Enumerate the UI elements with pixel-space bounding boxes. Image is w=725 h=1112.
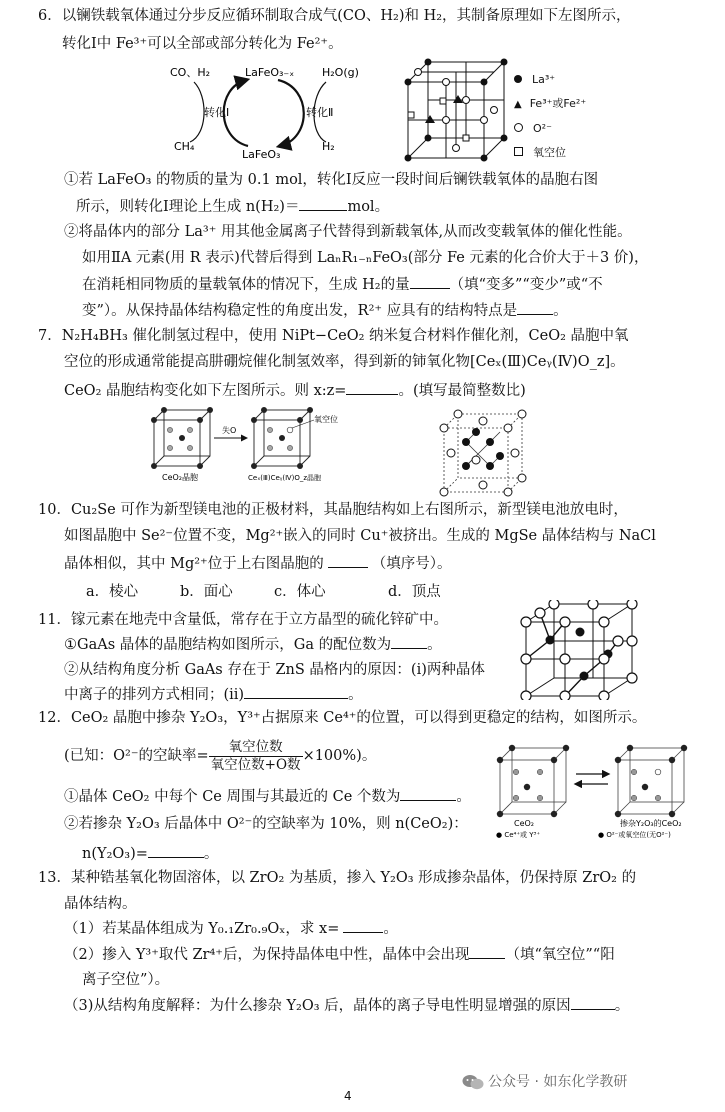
q7-line3 — [64, 380, 526, 401]
q12-answer-blank-1[interactable] — [400, 786, 456, 801]
q7-line3a: CeO₂ 晶胞结构变化如下左图所示。则 x:z= — [64, 383, 347, 399]
q6-line2: 转化Ⅰ中 Fe³⁺可以全部或部分转化为 Fe²⁺。 — [62, 36, 343, 52]
q10-line2: 如图晶胞中 Se²⁻位置不变，Mg²⁺嵌入的同时 Cu⁺被挤出。生成的 MgSe 晶体结构与 NaCl — [64, 528, 656, 544]
q6-answer-blank-1[interactable] — [299, 196, 347, 211]
page-number: 4 — [344, 1089, 352, 1103]
cycle-top-right: H₂O(g) — [322, 66, 359, 79]
q12-p2c: 。 — [203, 846, 219, 862]
legend-vacancy: 氧空位 — [514, 141, 634, 165]
q13-answer-blank-3[interactable] — [571, 995, 615, 1010]
q6-line1: 6．以镧铁载氧体通过分步反应循环制取合成气(CO、H₂)和 H₂，其制备原理如下左图所示， — [38, 8, 631, 24]
q10-option-c[interactable]: c．体心 — [274, 584, 326, 600]
watermark — [462, 1072, 627, 1092]
q13-p1b: 。 — [383, 921, 398, 937]
q13-p1 — [64, 918, 398, 939]
legend-o: O²⁻ — [514, 117, 634, 141]
q6-crystal-cell — [400, 52, 510, 164]
q12-legend-b: ● O²⁻或氧空位(无O²⁻) — [598, 831, 671, 839]
q11-line1: 11．镓元素在地壳中含量低，常存在于立方晶型的硫化锌矿中。 — [38, 612, 448, 628]
q12-right-caption: 掺杂Y₂O₃的CeO₂ — [620, 819, 682, 828]
q13-p3a: （3)从结构角度解释：为什么掺杂 Y₂O₃ 后，晶体的离子导电性明显增强的原因 — [64, 998, 571, 1014]
q12-p2-line2 — [82, 843, 218, 864]
q12-known-b: ×100%)。 — [302, 748, 377, 764]
q7-vacancy-label: 氧空位 — [314, 415, 338, 424]
q11-answer-blank-1[interactable] — [391, 634, 427, 649]
q10-line3a: 晶体相似，其中 Mg²⁺位于上右图晶胞的 — [64, 556, 324, 572]
cycle-arrow-right — [278, 80, 304, 146]
q6-answer-blank-3[interactable] — [517, 300, 553, 315]
cycle-left-label: 转化Ⅰ — [204, 106, 230, 119]
q12-doping-figure — [492, 742, 692, 840]
q7-arrow-label: 失O — [222, 426, 237, 435]
q10-option-a[interactable]: a．棱心 — [86, 584, 139, 600]
cycle-right-label: 转化Ⅱ — [306, 106, 334, 119]
q13-p2b: （填“氧空位”“阳 — [505, 947, 615, 963]
q12-p1b: 。 — [456, 789, 471, 805]
q7-left-caption: CeO₂晶胞 — [162, 473, 199, 482]
q6-p1-c: mol。 — [347, 199, 390, 215]
q6-p2-f: 。 — [553, 303, 568, 319]
q10-line3 — [64, 553, 451, 574]
q13-answer-blank-2[interactable] — [469, 944, 505, 959]
q7-cell-transformation — [150, 404, 340, 484]
q13-line1: 13．某种锆基氧化物固溶体，以 ZrO₂ 为基质，掺入 Y₂O₃ 形成掺杂晶体，仍保持原 ZrO₂ 的 — [38, 870, 637, 886]
q12-p1a: ①晶体 CeO₂ 中每个 Ce 周围与其最近的 Ce 个数为 — [64, 789, 401, 805]
q6-p2-e: 变”）。从保持晶体结构稳定性的角度出发，R²⁺ 应具有的结构特点是 — [82, 303, 518, 319]
q7-right-caption: Ceₓ(Ⅲ)Ceᵧ(Ⅳ)O_z晶胞 — [248, 474, 321, 482]
q13-line2: 晶体结构。 — [64, 896, 137, 912]
q6-p2-line3 — [82, 274, 603, 295]
q7-line2: 空位的形成通常能提高肼硼烷催化制氢效率，得到新的铈氧化物[Ceₓ(Ⅲ)Ceᵧ(Ⅳ)O_z]。 — [64, 354, 625, 370]
q6-p1-b-line — [76, 196, 389, 217]
legend-la: La³⁺ — [514, 68, 634, 92]
q13-p3 — [64, 995, 629, 1016]
q7-line1: 7．N₂H₄BH₃ 催化制氢过程中，使用 NiPt−CeO₂ 纳米复合材料作催化剂，CeO₂ 晶胞中氧 — [38, 328, 629, 344]
q6-p2-a: ②将晶体内的部分 La³⁺ 用其他金属离子代替得到新载氧体,从而改变载氧体的催化性能。 — [64, 224, 632, 240]
q10-answer-blank[interactable] — [328, 553, 368, 568]
q6-p2-b: 如用ⅡA 元素(用 R 表示)代替后得到 LaₙR₁₋ₙFeO₃(部分 Fe 元素的化合价大于＋3 价)， — [82, 250, 649, 266]
q6-legend — [514, 68, 634, 165]
q12-p2b: n(Y₂O₃)= — [82, 846, 148, 862]
q11-line4a: 中离子的排列方式相同；(ⅱ) — [64, 687, 245, 703]
q11-line3: ②从结构角度分析 GaAs 存在于 ZnS 晶格内的原因：(i)两种晶体 — [64, 662, 485, 678]
q6-cycle-diagram — [150, 60, 390, 162]
q10-cu2se-cell — [436, 406, 530, 500]
cycle-top-left: CO、H₂ — [170, 66, 211, 79]
q11-line2a: ①GaAs 晶体的晶胞结构如图所示，Ga 的配位数为 — [64, 637, 392, 653]
q10-option-d[interactable]: d．顶点 — [388, 584, 441, 600]
q12-frac-den: 氧空位数+O数 — [210, 756, 301, 773]
q12-left-caption: CeO₂ — [514, 819, 535, 828]
q12-known — [64, 738, 376, 774]
cycle-bot-right: H₂ — [322, 140, 335, 153]
q11-line2 — [64, 634, 442, 655]
q13-p1a: （1）若某晶体组成为 Y₀.₁Zr₀.₉Oₓ，求 x= — [64, 921, 340, 937]
q10-line1: 10．Cu₂Se 可作为新型镁电池的正极材料，其晶胞结构如上右图所示，新型镁电池放电时， — [38, 502, 628, 518]
q12-line1: 12．CeO₂ 晶胞中掺杂 Y₂O₃，Y³⁺占据原来 Ce⁴⁺的位置，可以得到更稳定的结构，如图所示。 — [38, 710, 647, 726]
q11-line2b: 。 — [427, 637, 442, 653]
q11-answer-blank-2[interactable] — [244, 684, 348, 699]
q7-answer-blank[interactable] — [346, 380, 398, 395]
q6-p1-b: 所示，则转化Ⅰ理论上生成 n(H₂)＝ — [76, 199, 300, 215]
cycle-arrow-left-branch — [190, 82, 204, 142]
q12-p1 — [64, 786, 471, 807]
q6-p2-c: 在消耗相同物质的量载氧体的情况下，生成 H₂的量 — [82, 277, 410, 293]
q12-answer-blank-2[interactable] — [148, 843, 204, 858]
q13-p2a: （2）掺入 Y³⁺取代 Zr⁴⁺后，为保持晶体电中性，晶体中会出现 — [64, 947, 470, 963]
q11-line4b: 。 — [348, 687, 363, 703]
q13-answer-blank-1[interactable] — [343, 918, 383, 933]
q10-line3b: （填序号）。 — [371, 556, 452, 572]
q6-answer-blank-2[interactable] — [410, 274, 450, 289]
q6-p2-d: （填“变多”“变少”或“不 — [449, 277, 603, 293]
q6-p2-line4 — [82, 300, 568, 321]
wechat-icon — [462, 1074, 484, 1090]
cycle-bot-mid: LaFeO₃ — [242, 148, 281, 161]
legend-fe: ▲ Fe³⁺或Fe²⁺ — [514, 97, 587, 110]
q12-frac-num: 氧空位数 — [209, 739, 303, 757]
watermark-text: 公众号 · 如东化学教研 — [488, 1074, 628, 1090]
cycle-bot-left: CH₄ — [174, 140, 195, 153]
q13-p3b: 。 — [614, 998, 630, 1014]
cycle-top-mid: LaFeO₃₋ₓ — [245, 66, 295, 79]
q13-p2-line2: 离子空位”）。 — [82, 972, 170, 988]
q12-fraction — [209, 739, 303, 774]
q12-known-a: (已知：O²⁻的空缺率= — [64, 748, 209, 764]
q13-p2 — [64, 944, 615, 965]
q11-line4 — [64, 684, 363, 705]
q7-line3b: 。(填写最简整数比) — [398, 383, 526, 399]
q6-p1-a: ①若 LaFeO₃ 的物质的量为 0.1 mol，转化Ⅰ反应一段时间后镧铁载氧体的晶胞右图 — [64, 172, 599, 188]
q11-gaas-cell — [520, 600, 642, 700]
q12-p2: ②若掺杂 Y₂O₃ 后晶体中 O²⁻的空缺率为 10%，则 n(CeO₂)： — [64, 816, 468, 832]
q12-legend-a: ● Ce⁴⁺或 Y³⁺ — [496, 831, 541, 839]
q10-option-b[interactable]: b．面心 — [180, 584, 233, 600]
